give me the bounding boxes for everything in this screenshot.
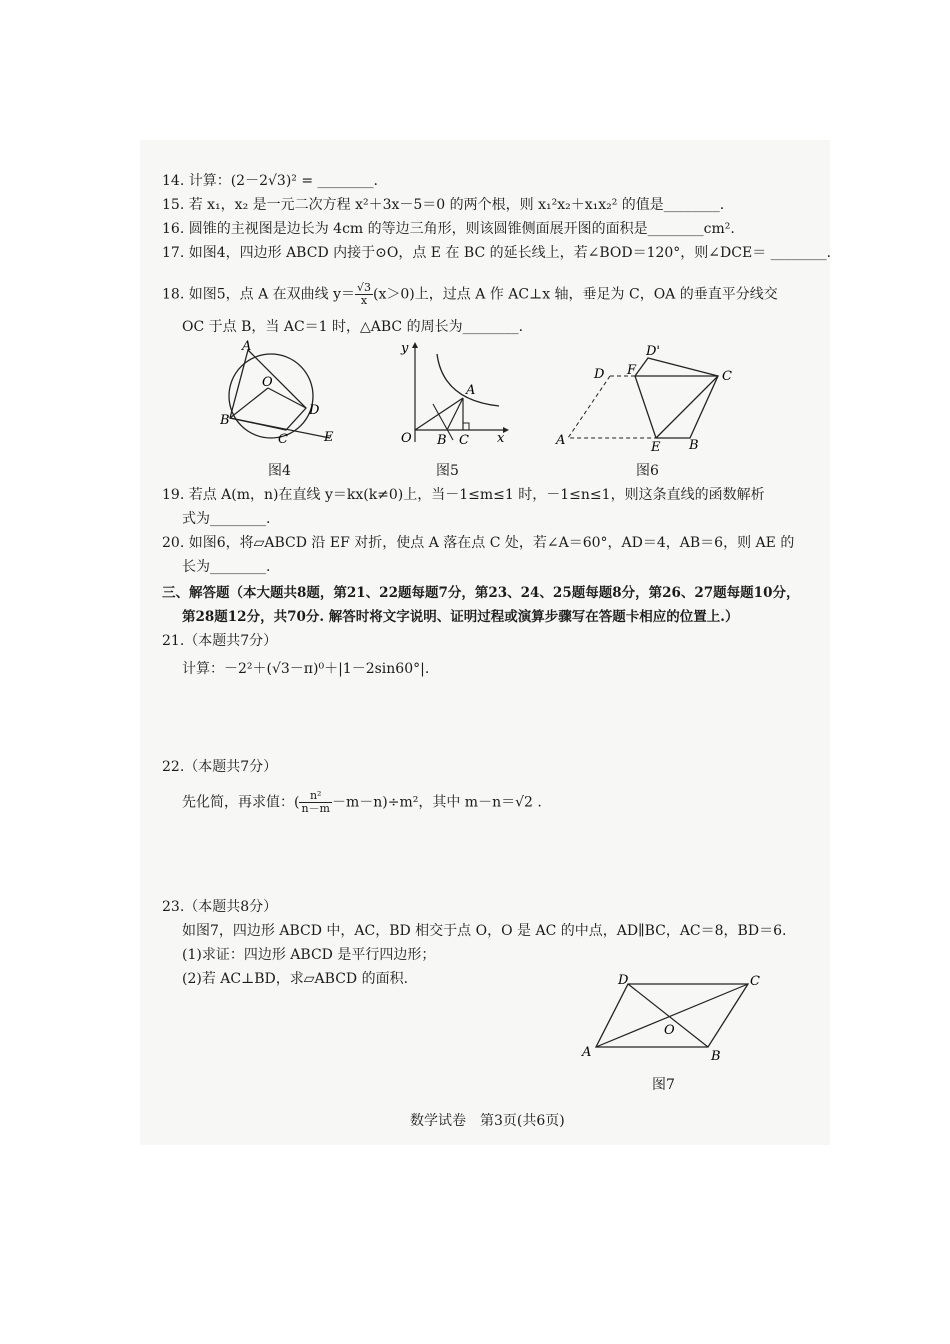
fig4-segment-od [268,388,306,408]
fig6-folded-top [635,358,718,376]
fig4-segment-ob [230,388,268,418]
q22-part-a: 先化简，再求值：( [182,794,300,811]
question-23-part2: (2)若 AC⊥BD，求▱ABCD 的面积. [182,971,409,987]
fig7-point-B: B [711,1049,721,1064]
question-22-body [182,790,542,815]
figure-7-label: 图7 [652,1077,675,1093]
page-footer: 数学试卷 第3页(共6页) [410,1113,565,1129]
fig4-point-C: C [278,432,288,447]
question-21-title: 21.（本题共7分） [162,633,278,649]
fig6-point-C: C [722,369,732,384]
q22-frac-denominator: n－m [301,802,330,815]
fig4-circle [229,354,313,438]
question-19-line1: 19. 若点 A(m，n)在直线 y＝kx(k≠0)上，当－1≤m≤1 时，－1≤n≤1，则这条直线的函数解析 [162,487,765,503]
fig4-point-O: O [262,375,273,390]
q18-part-b: (x＞0)上，过点 A 作 AC⊥x 轴，垂足为 C，OA 的垂直平分线交 [373,286,778,303]
question-20-line1: 20. 如图6，将▱ABCD 沿 EF 对折，使点 A 落在点 C 处，若∠A＝60°，AD＝4，AB＝6，则 AE 的 [162,535,795,551]
fig5-point-C: C [459,433,469,448]
question-16: 16. 圆锥的主视图是边长为 4cm 的等边三角形，则该圆锥侧面展开图的面积是________cm². [162,221,735,237]
fig6-remaining-part [635,376,718,438]
figure-7 [578,972,768,1064]
fig4-point-A: A [242,339,252,354]
fig5-y-arrow [412,342,418,348]
fig5-point-O: O [401,431,412,446]
fig5-label-x: x [497,431,505,446]
fig6-point-E: E [651,440,661,453]
figure-5 [395,338,510,448]
fig5-point-B: B [437,433,447,448]
fig5-hyperbola [437,354,499,406]
figure-6-label: 图6 [636,463,659,479]
fig6-point-B: B [689,438,699,453]
q18-part-a: 18. 如图5，点 A 在双曲线 y＝ [162,286,355,303]
figure-4-label: 图4 [268,463,291,479]
question-20-line2: 长为________. [182,559,271,575]
question-21-body: 计算：－2²＋(√3－π)⁰＋|1－2sin60°|. [182,661,430,677]
q18-frac-denominator: x [360,294,368,307]
figure-4 [220,338,350,453]
fig7-point-O: O [664,1023,675,1038]
question-17: 17. 如图4，四边形 ABCD 内接于⊙O，点 E 在 BC 的延长线上，若∠BOD＝120°，则∠DCE＝ ________. [162,245,832,261]
fig7-point-C: C [750,974,760,989]
question-23-title: 23.（本题共8分） [162,899,278,915]
fig4-point-E: E [324,430,334,445]
question-23-body: 如图7，四边形 ABCD 中，AC，BD 相交于点 O，O 是 AC 的中点，AD∥BC，AC＝8，BD＝6. [182,923,787,939]
q18-frac-numerator: √3 [357,281,372,294]
fig6-point-Dprime: D' [646,344,660,359]
section-3-heading-line2: 第28题12分，共70分. 解答时将文字说明、证明过程或演算步骤写在答题卡相应的位置上.） [182,609,739,625]
question-18-line2: OC 于点 B，当 AC＝1 时，△ABC 的周长为________. [182,319,524,335]
fig5-label-y: y [401,341,409,356]
fig6-point-D: D [594,367,605,382]
fig6-folded-part [568,376,656,438]
fig7-point-D: D [618,973,629,988]
fig5-right-angle [463,423,469,430]
fig4-point-D: D [309,403,320,418]
fig7-point-A: A [582,1045,592,1060]
question-18-line1 [162,282,778,307]
question-14: 14. 计算：(2－2√3)² = ________. [162,173,378,189]
figure-6 [550,338,750,453]
figure-5-label: 图5 [436,463,459,479]
question-19-line2: 式为________. [182,511,271,527]
question-22-title: 22.（本题共7分） [162,759,278,775]
q22-part-b: －m－n)÷m²，其中 m－n＝√2 . [331,794,542,811]
q22-frac-numerator: n² [299,790,332,803]
question-15: 15. 若 x₁，x₂ 是一元二次方程 x²＋3x－5＝0 的两个根，则 x₁²x₂＋x₁x₂² 的值是________. [162,197,725,213]
fig6-point-A: A [556,433,566,448]
section-3-heading-line1: 三、解答题（本大题共8题，第21、22题每题7分，第23、24、25题每题8分，第26、27题每题10分， [162,585,800,601]
fig6-segment-ec [656,376,718,438]
fig5-point-A: A [466,383,476,398]
fig4-point-B: B [220,413,230,428]
fig6-point-F: F [627,363,637,378]
q22-fraction [299,790,332,815]
q18-fraction [355,282,373,307]
question-23-part1: (1)求证：四边形 ABCD 是平行四边形； [182,947,436,963]
